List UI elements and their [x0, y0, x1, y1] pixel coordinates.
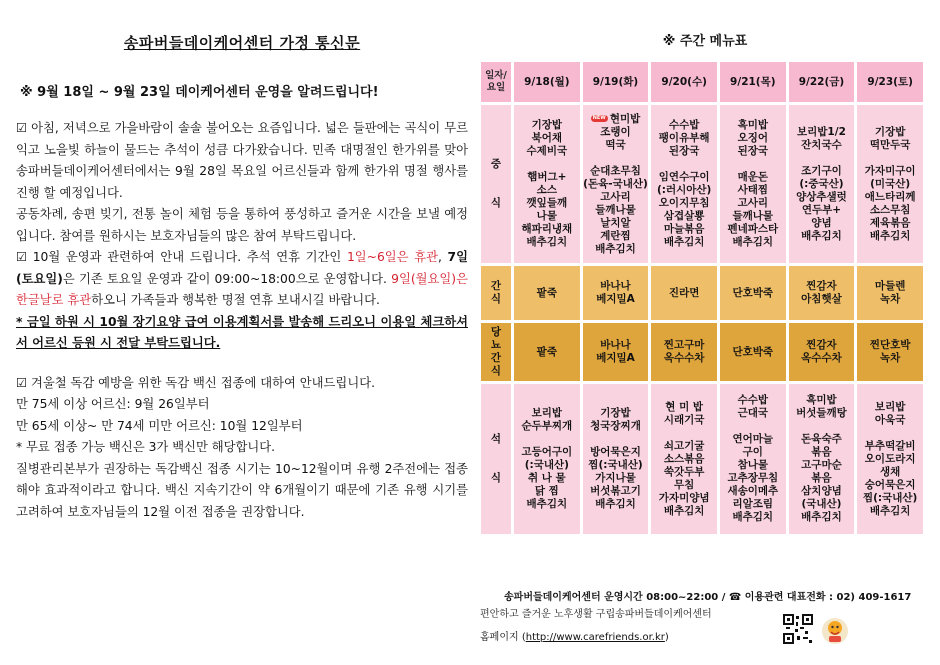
newsletter-panel: [16, 28, 468, 523]
closure-dates: 1일~6일은 휴관: [346, 250, 438, 264]
row-label-lunch: 중 식: [481, 105, 511, 263]
paragraph-chuseok: [16, 118, 468, 204]
menu-cell: 바나나 베지밀A: [583, 323, 649, 381]
menu-table: [478, 59, 926, 537]
menu-cell: 팥죽: [514, 266, 580, 320]
vaccine-recommendation: 질병관리본부가 권장하는 독감백신 접종 시기는 10~12월이며 유행 2주전에는 접종해야 효과적이라고 합니다. 백신 지속기간이 약 6개월이기 때문에 기존 유행 시기를 고려하여 보호자님들의 12월 이전 접종을 권장합니다.: [16, 461, 468, 519]
menu-cell: 바나나 베지밀A: [583, 266, 649, 320]
diabetic-snack-row: [481, 323, 923, 381]
menu-cell: 기장밥 북어채 수제비국 햄버그+ 소스 깻잎들깨 나물 해파리냉채 배추김치: [514, 105, 580, 263]
menu-cell: 기장밥 청국장찌개 방어묵은지 찜(:국내산) 가지나물 버섯볶고기 배추김치: [583, 384, 649, 534]
paragraph-chuseok-text: 아침, 저녁으로 가을바람이 솔솔 불어오는 요즘입니다. 넓은 들판에는 곡식이 무르익고 노을빛 하늘이 물드는 추석이 성큼 다가왔습니다. 민족 대명절인 한가위를 맞아 송파버들데이케어센터에서는 9월 28일 목요일 어르신들과 함께 한가위 명절 행사를 진행 할 예정입니다.: [16, 121, 468, 200]
menu-cell: 진라면: [651, 266, 717, 320]
paragraph-flu-vaccine: [16, 373, 468, 395]
menu-cell: 수수밥 팽이유부해 된장국 임연수구이 (:러시아산) 오이지무침 삼겹살뿅 마늘볶음 배추김치: [651, 105, 717, 263]
menu-cell: 보리밥 순두부찌개 고등어구이 (:국내산) 취 나 물 닭 찜 배추김치: [514, 384, 580, 534]
hangul-day-closure: 9일(월요일)은 한글날로 휴관: [16, 271, 468, 307]
day-header: 9/21(목): [720, 62, 786, 102]
menu-cell: 찐감자 아침햇살: [789, 266, 855, 320]
vaccine-free-note: * 무료 접종 가능 백신은 3가 백신만 해당합니다.: [16, 440, 276, 454]
vaccine-schedule-65: 만 65세 이상~ 만 74세 미만 어르신: 10월 12일부터: [16, 418, 303, 433]
corner-label: 일자/요일: [481, 62, 511, 102]
checkbox-icon: ☑: [16, 375, 28, 390]
operating-hours: 송파버들데이케어센터 운영시간 08:00~22:00 / ☎ 이용관련 대표전화 : 02) 409-1617: [504, 592, 912, 603]
menu-cell: 단호박죽: [720, 266, 786, 320]
october-text-d: 하오니 가족들과 행복한 명절 연휴 보내시길 바랍니다.: [91, 293, 380, 307]
october-text-c: 은 기존 토요일 운영과 같이 09:00~18:00으로 운영합니다.: [62, 271, 392, 286]
weekly-menu-panel: [480, 28, 930, 537]
flu-vaccine-intro: 겨울철 독감 예방을 위한 독감 백신 접종에 대하여 안내드립니다.: [30, 375, 375, 390]
qr-code-icon: [783, 614, 813, 644]
menu-cell: 흑미밥 버섯들깨탕 돈육숙주 볶음 고구마순 볶음 삼치양념 (국내산) 배추김치: [789, 384, 855, 534]
row-label-snack: 간 식: [481, 266, 511, 320]
row-label-diabetic: 당 뇨 간 식: [481, 323, 511, 381]
operation-notice: ※ 9월 18일 ~ 9월 23일 데이케어센터 운영을 알려드립니다!: [20, 85, 379, 100]
homepage-close: ): [664, 632, 669, 643]
day-header: 9/18(월): [514, 62, 580, 102]
row-label-dinner: 석 식: [481, 384, 511, 534]
day-header: 9/23(토): [857, 62, 923, 102]
menu-title: ※ 주간 메뉴표: [662, 34, 748, 49]
homepage-link[interactable]: http://www.carefriends.or.kr: [525, 632, 665, 643]
snack-row: [481, 266, 923, 320]
menu-cell: 단호박죽: [720, 323, 786, 381]
menu-cell: 보리밥1/2 잔치국수 조기구이 (:중국산) 양상추샐럿 연두부+ 양념 배추김치: [789, 105, 855, 263]
vaccine-schedule-75: 만 75세 이상 어르신: 9월 26일부터: [16, 397, 210, 411]
menu-cell: 찐고구마 옥수수차: [651, 323, 717, 381]
center-footer: [480, 588, 930, 643]
paragraph-october: [16, 247, 468, 312]
menu-cell: 팥죽: [514, 323, 580, 381]
new-badge: NEW: [592, 115, 606, 121]
lunch-row: [481, 105, 923, 263]
center-slogan: 편안하고 즐거운 노후생활 구립송파버들데이케어센터: [480, 609, 712, 620]
menu-cell: 흑미밥 오징어 된장국 매운돈 사태찜 고사리 들깨나물 펜네파스타 배추김치: [720, 105, 786, 263]
day-header: 9/19(화): [583, 62, 649, 102]
saturday-date: 7일 (토요일): [16, 250, 468, 286]
care-plan-note: * 금일 하원 시 10월 장기요양 급여 이용계획서를 발송해 드리오니 이용일 체크하셔서 어르신 등원 시 전달 부탁드립니다.: [16, 314, 468, 350]
menu-cell: 수수밥 근대국 연어마늘 구이 참나물 고추장무침 새송이메추 리알조림 배추김치: [720, 384, 786, 534]
menu-cell: 마들렌 녹차: [857, 266, 923, 320]
day-header: 9/22(금): [789, 62, 855, 102]
menu-cell: 찐감자 옥수수차: [789, 323, 855, 381]
checkbox-icon: ☑: [16, 121, 28, 135]
menu-header-row: [481, 62, 923, 102]
paragraph-chuseok-events: 공동차례, 송편 빚기, 전통 놀이 체험 등을 통하여 풍성하고 즐거운 시간을 보낼 예정입니다. 참여를 원하시는 보호자님들의 많은 참여 부탁드립니다.: [16, 207, 468, 243]
document-title: 송파버들데이케어센터 가정 통신문: [123, 34, 361, 52]
menu-cell: 기장밥 떡만두국 가자미구이 (미국산) 애느타리께 소스무침 제육볶음 배추김치: [857, 105, 923, 263]
day-header: 9/20(수): [651, 62, 717, 102]
menu-cell: 찐단호박 녹차: [857, 323, 923, 381]
menu-cell-text: 현미밥 조랭이 떡국 순대초무침 (돈육-국내산) 고사리 들깨나물 날치알 계란찜 배추김치: [583, 112, 648, 255]
homepage-line: [480, 628, 930, 643]
homepage-label: 홈페이지 (: [480, 632, 526, 643]
dinner-row: [481, 384, 923, 534]
menu-cell: 보리밥 아욱국 부추떡갈비 오이도라지 생채 숭어묵은지 찜(:국내산) 배추김치: [857, 384, 923, 534]
october-text-b: ,: [437, 250, 448, 264]
checkbox-icon: ☑: [16, 250, 28, 264]
mascot-logo-icon: [818, 614, 852, 646]
menu-cell: 현 미 밥 시래기국 쇠고기굴 소스볶음 쑥갓두부 무침 가자미양념 배추김치: [651, 384, 717, 534]
october-text-a: 10월 운영과 관련하여 안내 드립니다. 추석 연휴 기간인: [32, 250, 347, 264]
menu-cell: [583, 105, 649, 263]
